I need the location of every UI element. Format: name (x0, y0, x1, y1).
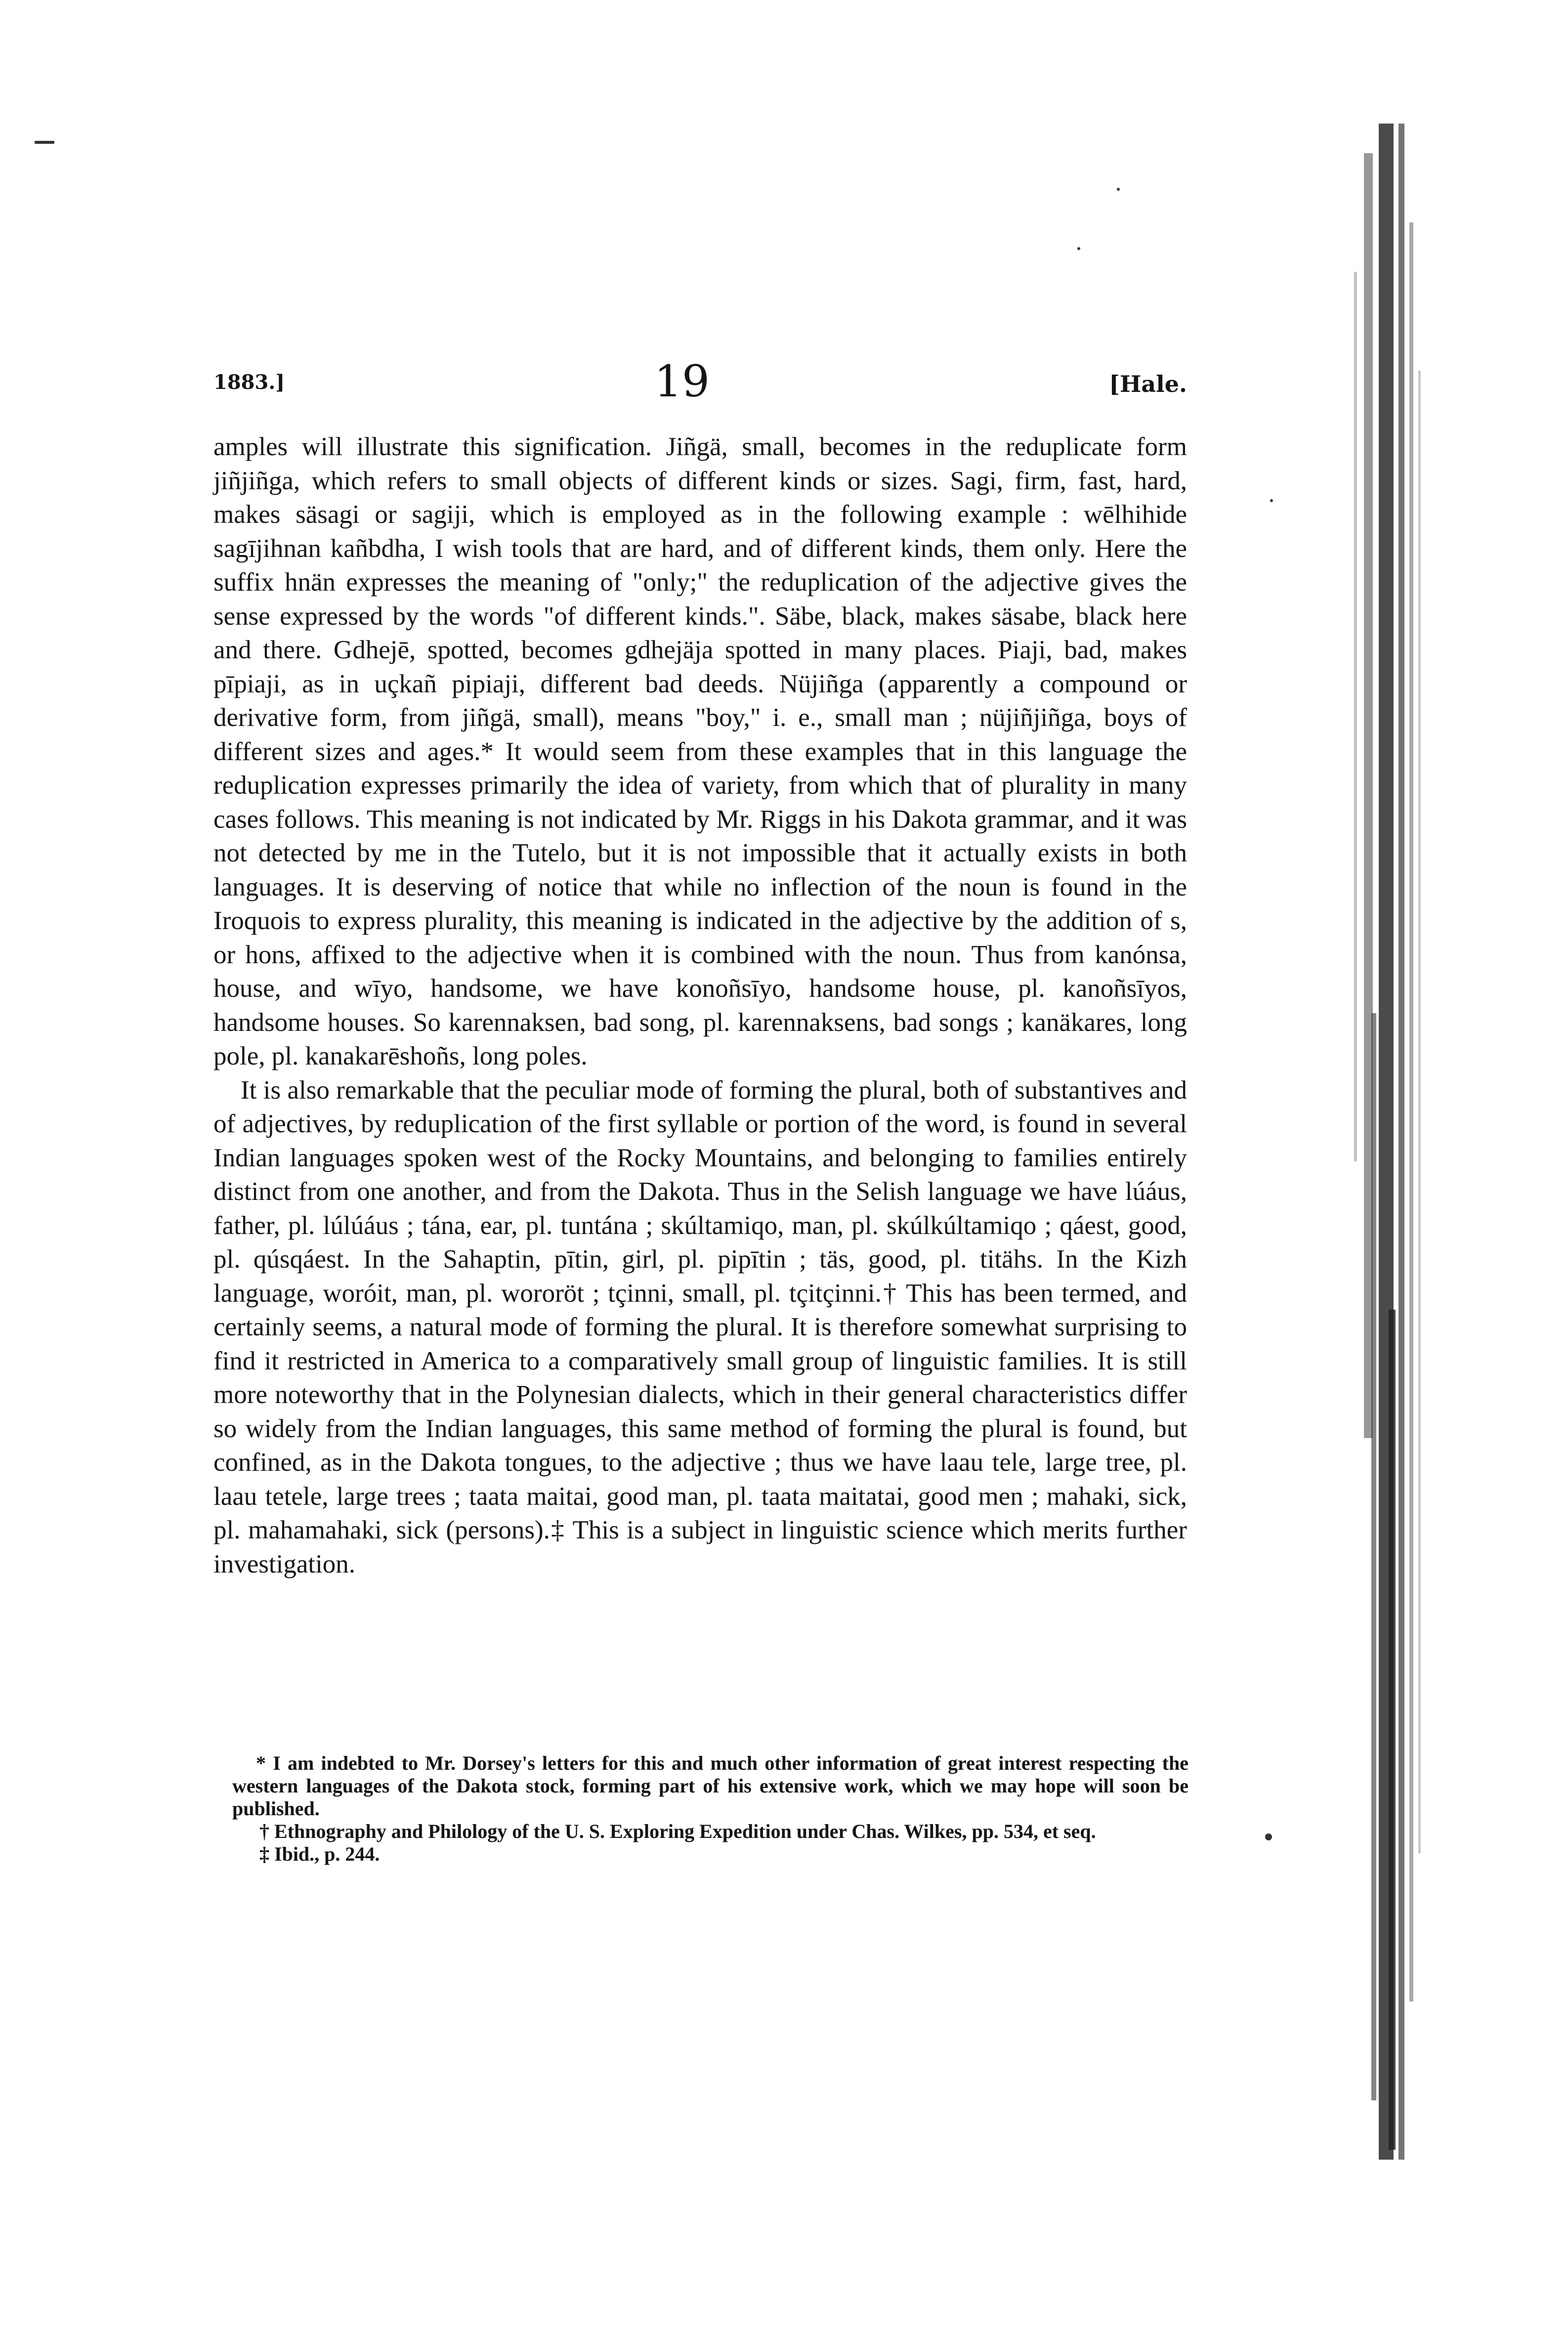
scan-speck (1117, 188, 1120, 191)
body-text (213, 430, 1187, 1581)
scan-speck (1270, 499, 1273, 502)
footnotes (232, 1752, 1188, 1866)
footnote-2: † Ethnography and Philology of the U. S. Exploring Expedition under Chas. Wilkes, pp. 534, et seq. (259, 1820, 1096, 1842)
running-header (213, 356, 1187, 407)
paragraph-1: amples will illustrate this signification. Jiñgä, small, becomes in the reduplicate form jiñjiñga, which refers to small objects of different kinds or sizes. Sagi, firm, fast, hard, makes säsagi or sagiji, which is employed as in the following example : wēlhihide sagījihnan kañbdha, I wish tools that are hard, and of different kinds, them only. Here the suffix hnän expresses the meaning of "only;" the reduplication of the adjective gives the sense expressed by the words "of different kinds.". Säbe, black, makes säsabe, black here and there. Gdhejē, spotted, becomes gdhejäja spotted in many places. Piaji, bad, makes pīpiaji, as in uçkañ pipiaji, different bad deeds. Nüjiñga (apparently a compound or derivative form, from jiñgä, small), means "boy," i. e., small man ; nüjiñjiñga, boys of different sizes and ages.* It would seem from these examples that in this language the reduplication expresses primarily the idea of variety, from which that of plurality in many cases follows. This meaning is not indicated by Mr. Riggs in his Dakota grammar, and it was not detected by me in the Tutelo, but it is not impossible that it actually exists in both languages. It is deserving of notice that while no inflection of the noun is found in the Iroquois to express plurality, this meaning is indicated in the adjective by the addition of s, or hons, affixed to the adjective when it is combined with the noun. Thus from kanónsa, house, and wīyo, handsome, we have konoñsīyo, handsome house, pl. kanoñsīyos, handsome houses. So karennaksen, bad song, pl. karennaksens, bad songs ; kanäkares, long pole, pl. kanakarēshoñs, long poles. (213, 432, 1187, 1070)
page-number: 19 (654, 356, 710, 407)
header-author: [Hale. (1109, 371, 1187, 397)
footnote-1: * I am indebted to Mr. Dorsey's letters for this and much other information of great interest respecting the western languages of the Dakota stock, forming part of his extensive work, which we may hope will soon be published. (232, 1752, 1188, 1820)
footnote-3: ‡ Ibid., p. 244. (259, 1843, 380, 1865)
scan-edge-artifact (1344, 124, 1433, 2160)
scan-speck (35, 141, 54, 144)
paragraph-2: It is also remarkable that the peculiar mode of forming the plural, both of substantives and of adjectives, by reduplication of the first syllable or portion of the word, is found in several Indian languages spoken west of the Rocky Mountains, and belonging to families entirely distinct from one another, and from the Dakota. Thus in the Selish language we have lúáus, father, pl. lúlúáus ; tána, ear, pl. tuntána ; skúltamiqo, man, pl. skúlkúltamiqo ; qáest, good, pl. qúsqáest. In the Sahaptin, pītin, girl, pl. pipītin ; täs, good, pl. titähs. In the Kizh language, woróit, man, pl. wororöt ; tçinni, small, pl. tçitçinni.† This has been termed, and certainly seems, a natural mode of forming the plural. It is therefore somewhat surprising to find it restricted in America to a comparatively small group of linguistic families. It is still more noteworthy that in the Polynesian dialects, which in their general characteristics differ so widely from the Indian languages, this same method of forming the plural is found, but confined, as in the Dakota tongues, to the adjective ; thus we have laau tele, large tree, pl. laau tetele, large trees ; taata maitai, good man, pl. taata maitatai, good men ; mahaki, sick, pl. mahamahaki, sick (persons).‡ This is a subject in linguistic science which merits further investigation. (213, 1075, 1187, 1578)
scan-speck (1077, 247, 1080, 250)
header-year: 1883.] (213, 371, 285, 394)
scan-speck (1265, 1833, 1272, 1840)
